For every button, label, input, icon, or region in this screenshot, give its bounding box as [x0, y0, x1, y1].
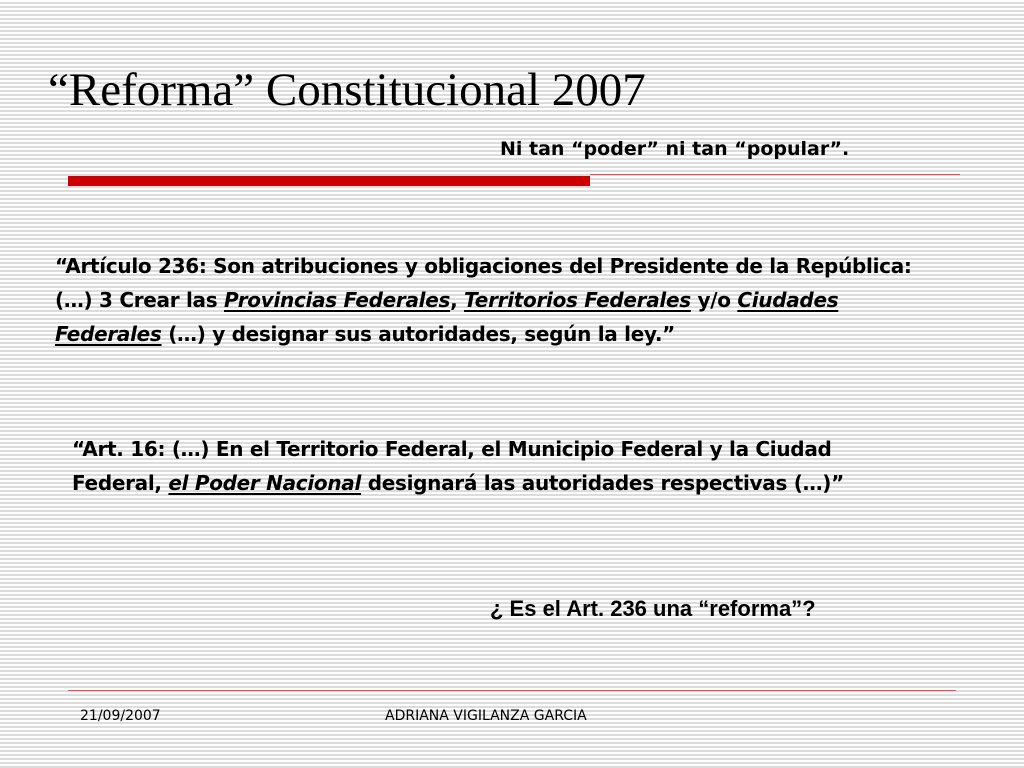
- article-236-quote: [55, 249, 1000, 351]
- quote-text: (…) 3 Crear las: [55, 288, 224, 312]
- quote-text: designará las autoridades respectivas (…)”: [361, 471, 844, 495]
- emphasized-term: Ciudades: [737, 288, 839, 312]
- quote-line: [72, 432, 972, 466]
- quote-line: [55, 249, 1000, 283]
- divider-line: [590, 174, 960, 175]
- footer-divider: [68, 690, 956, 691]
- footer-date: 21/09/2007: [80, 708, 161, 724]
- quote-text: y/o: [690, 288, 738, 312]
- quote-text: Federal,: [72, 471, 169, 495]
- quote-text: ,: [450, 288, 465, 312]
- slide-subtitle: Ni tan “poder” ni tan “popular”.: [500, 138, 850, 160]
- emphasized-term: Provincias Federales: [223, 288, 451, 312]
- quote-line: [55, 283, 1000, 317]
- emphasized-term: Territorios Federales: [464, 288, 691, 312]
- footer-author: ADRIANA VIGILANZA GARCIA: [385, 708, 587, 724]
- accent-bar: [68, 176, 590, 186]
- quote-text: “Artículo 236: Son atribuciones y obligaciones del Presidente de la República:: [55, 254, 912, 278]
- article-16-quote: [72, 432, 972, 500]
- quote-text: (…) y designar sus autoridades, según la ley.”: [161, 322, 675, 346]
- emphasized-term: el Poder Nacional: [168, 471, 362, 495]
- quote-line: [55, 317, 1000, 351]
- slide-title: “Reforma” Constitucional 2007: [48, 64, 646, 116]
- closing-question: ¿ Es el Art. 236 una “reforma”?: [490, 596, 816, 621]
- emphasized-term: Federales: [55, 322, 162, 346]
- quote-line: [72, 466, 972, 500]
- quote-text: “Art. 16: (…) En el Territorio Federal, el Municipio Federal y la Ciudad: [72, 437, 832, 461]
